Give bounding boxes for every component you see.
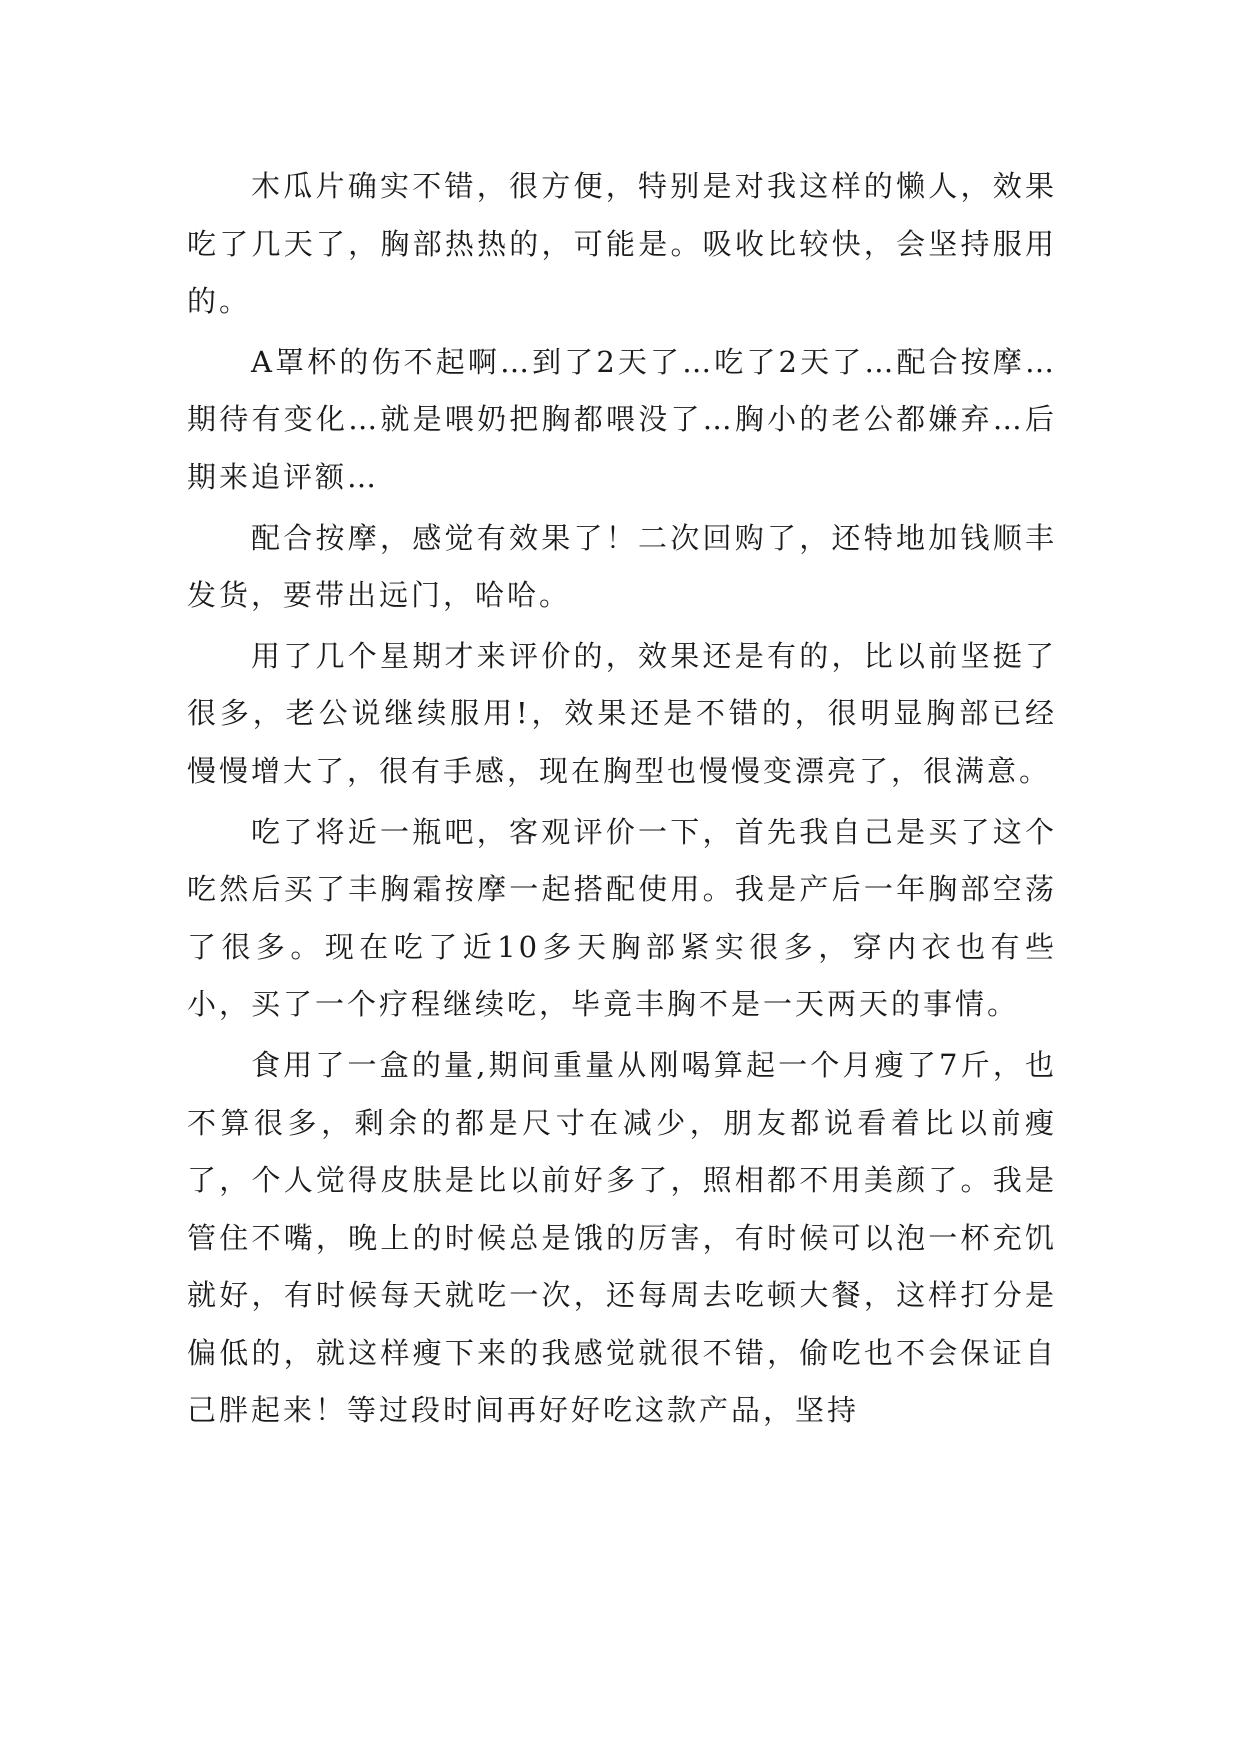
paragraph-4: 用了几个星期才来评价的，效果还是有的，比以前坚挺了很多，老公说继续服用!，效果还是不错的，很明显胸部已经慢慢增大了，很有手感，现在胸型也慢慢变漂亮了，很满意。	[187, 638, 1057, 788]
document-body	[187, 158, 1057, 1443]
paragraph-3: 配合按摩，感觉有效果了！二次回购了，还特地加钱顺丰发货，要带出远门，哈哈。	[187, 520, 1057, 613]
paragraph-5: 吃了将近一瓶吧，客观评价一下，首先我自己是买了这个吃然后买了丰胸霜按摩一起搭配使用。我是产后一年胸部空荡了很多。现在吃了近10多天胸部紧实很多，穿内衣也有些小，买了一个疗程继续吃，毕竟丰胸不是一天两天的事情。	[187, 814, 1057, 1022]
paragraph-6: 食用了一盒的量,期间重量从刚喝算起一个月瘦了7斤，也不算很多，剩余的都是尺寸在减少，朋友都说看着比以前瘦了，个人觉得皮肤是比以前好多了，照相都不用美颜了。我是管住不嘴，晚上的时候总是饿的厉害，有时候可以泡一杯充饥就好，有时候每天就吃一次，还每周去吃顿大餐，这样打分是偏低的，就这样瘦下来的我感觉就很不错，偷吃也不会保证自己胖起来！等过段时间再好好吃这款产品，坚持	[187, 1047, 1057, 1428]
paragraph-2: A罩杯的伤不起啊…到了2天了…吃了2天了…配合按摩…期待有变化…就是喂奶把胸都喂没了…胸小的老公都嫌弃…后期来追评额…	[187, 344, 1057, 494]
paragraph-1: 木瓜片确实不错，很方便，特别是对我这样的懒人，效果吃了几天了，胸部热热的，可能是。吸收比较快，会坚持服用的。	[187, 169, 1057, 319]
